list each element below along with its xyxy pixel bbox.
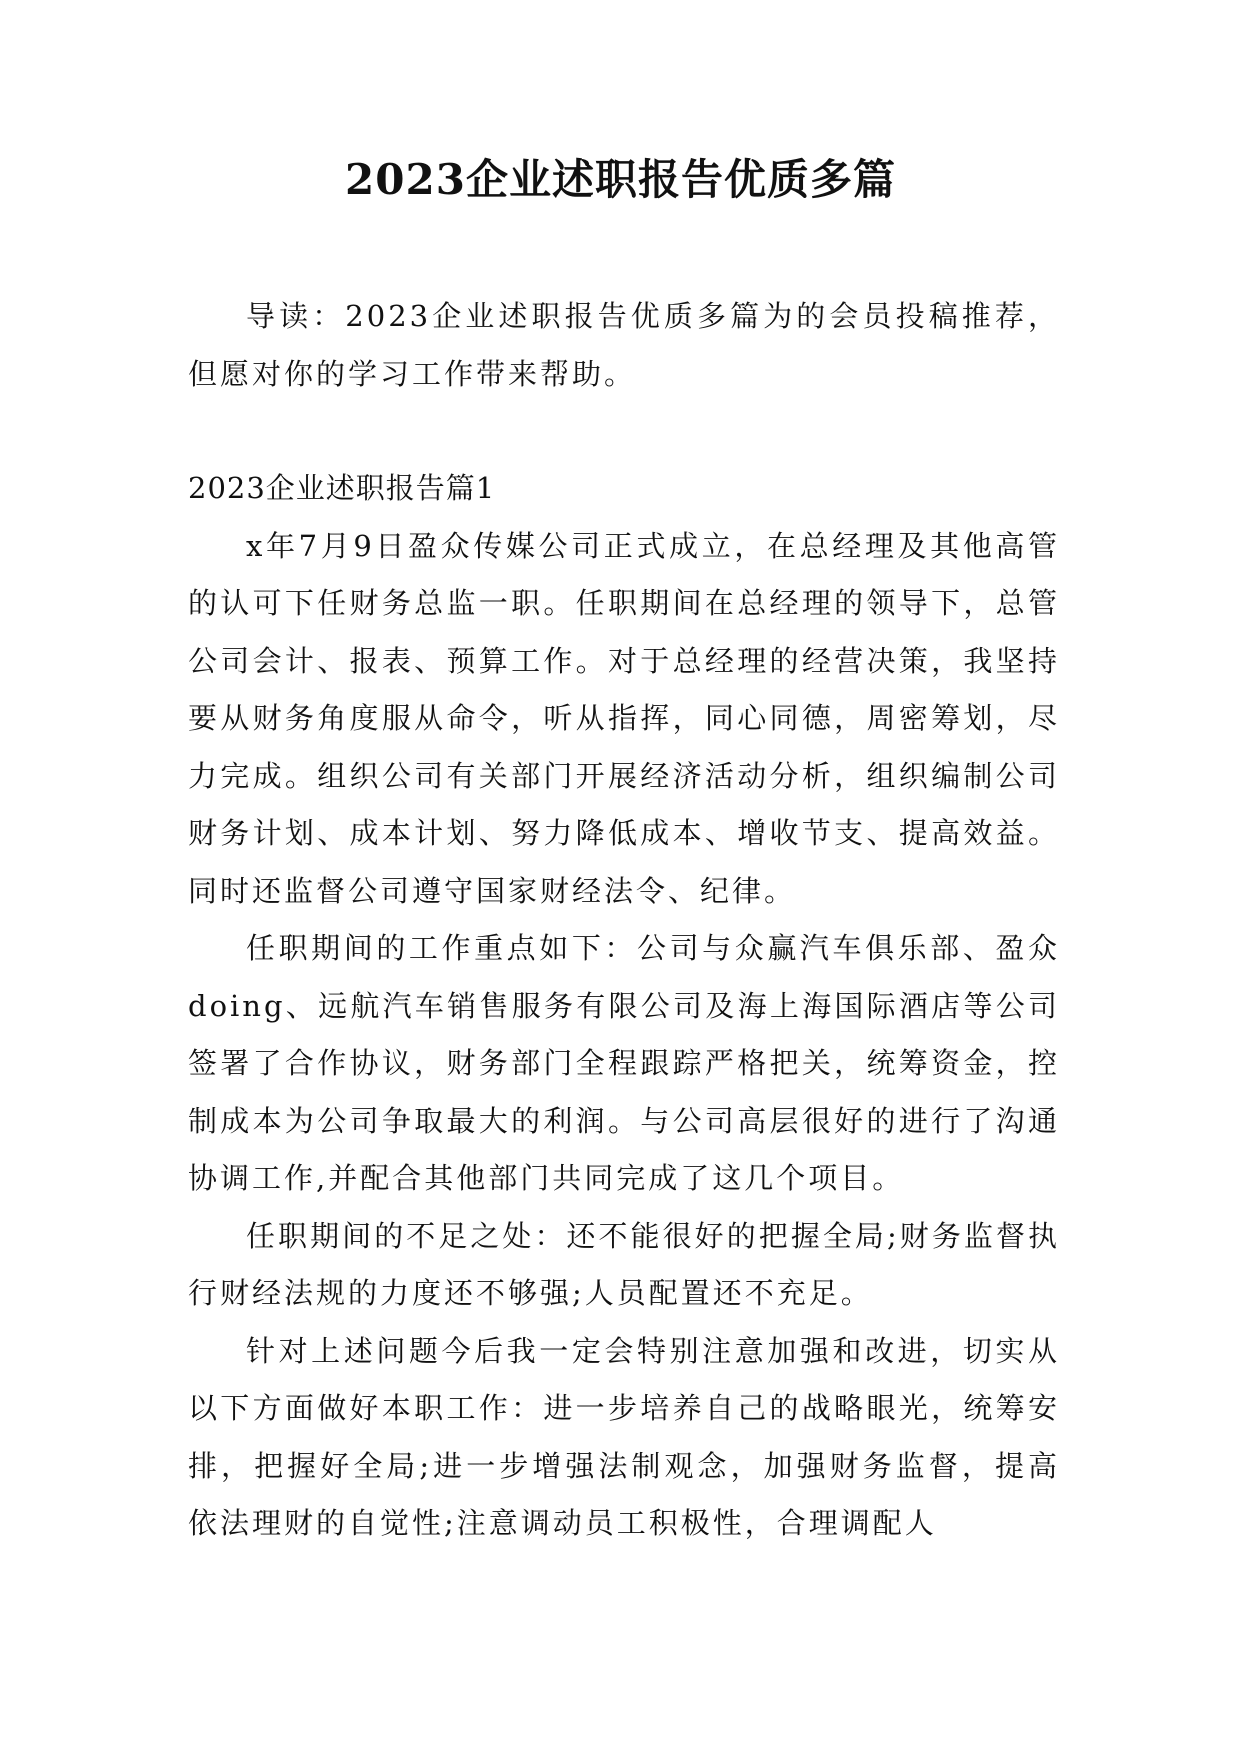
section-heading: 2023企业述职报告篇1 xyxy=(188,471,496,505)
document-body xyxy=(188,288,1060,1553)
body-paragraph: 任职期间的工作重点如下：公司与众赢汽车俱乐部、盈众doing、远航汽车销售服务有限公司及海上海国际酒店等公司签署了合作协议，财务部门全程跟踪严格把关，统筹资金，控制成本为公司争取最大的利润。与公司高层很好的进行了沟通协调工作,并配合其他部门共同完成了这几个项目。 xyxy=(188,931,1060,1195)
intro-paragraph: 导读：2023企业述职报告优质多篇为的会员投稿推荐，但愿对你的学习工作带来帮助。 xyxy=(188,299,1060,391)
body-paragraph: 任职期间的不足之处：还不能很好的把握全局;财务监督执行财经法规的力度还不够强;人员配置还不充足。 xyxy=(188,1218,1060,1310)
document-title: 2023企业述职报告优质多篇 xyxy=(345,155,896,204)
body-paragraph: 针对上述问题今后我一定会特别注意加强和改进，切实从以下方面做好本职工作：进一步培养自己的战略眼光，统筹安排，把握好全局;进一步增强法制观念，加强财务监督，提高依法理财的自觉性;注意调动员工积极性，合理调配人 xyxy=(188,1333,1060,1540)
body-paragraph: x年7月9日盈众传媒公司正式成立，在总经理及其他高管的认可下任财务总监一职。任职期间在总经理的领导下，总管公司会计、报表、预算工作。对于总经理的经营决策，我坚持要从财务角度服从命令，听从指挥，同心同德，周密筹划，尽力完成。组织公司有关部门开展经济活动分析，组织编制公司财务计划、成本计划、努力降低成本、增收节支、提高效益。同时还监督公司遵守国家财经法令、纪律。 xyxy=(188,528,1060,908)
